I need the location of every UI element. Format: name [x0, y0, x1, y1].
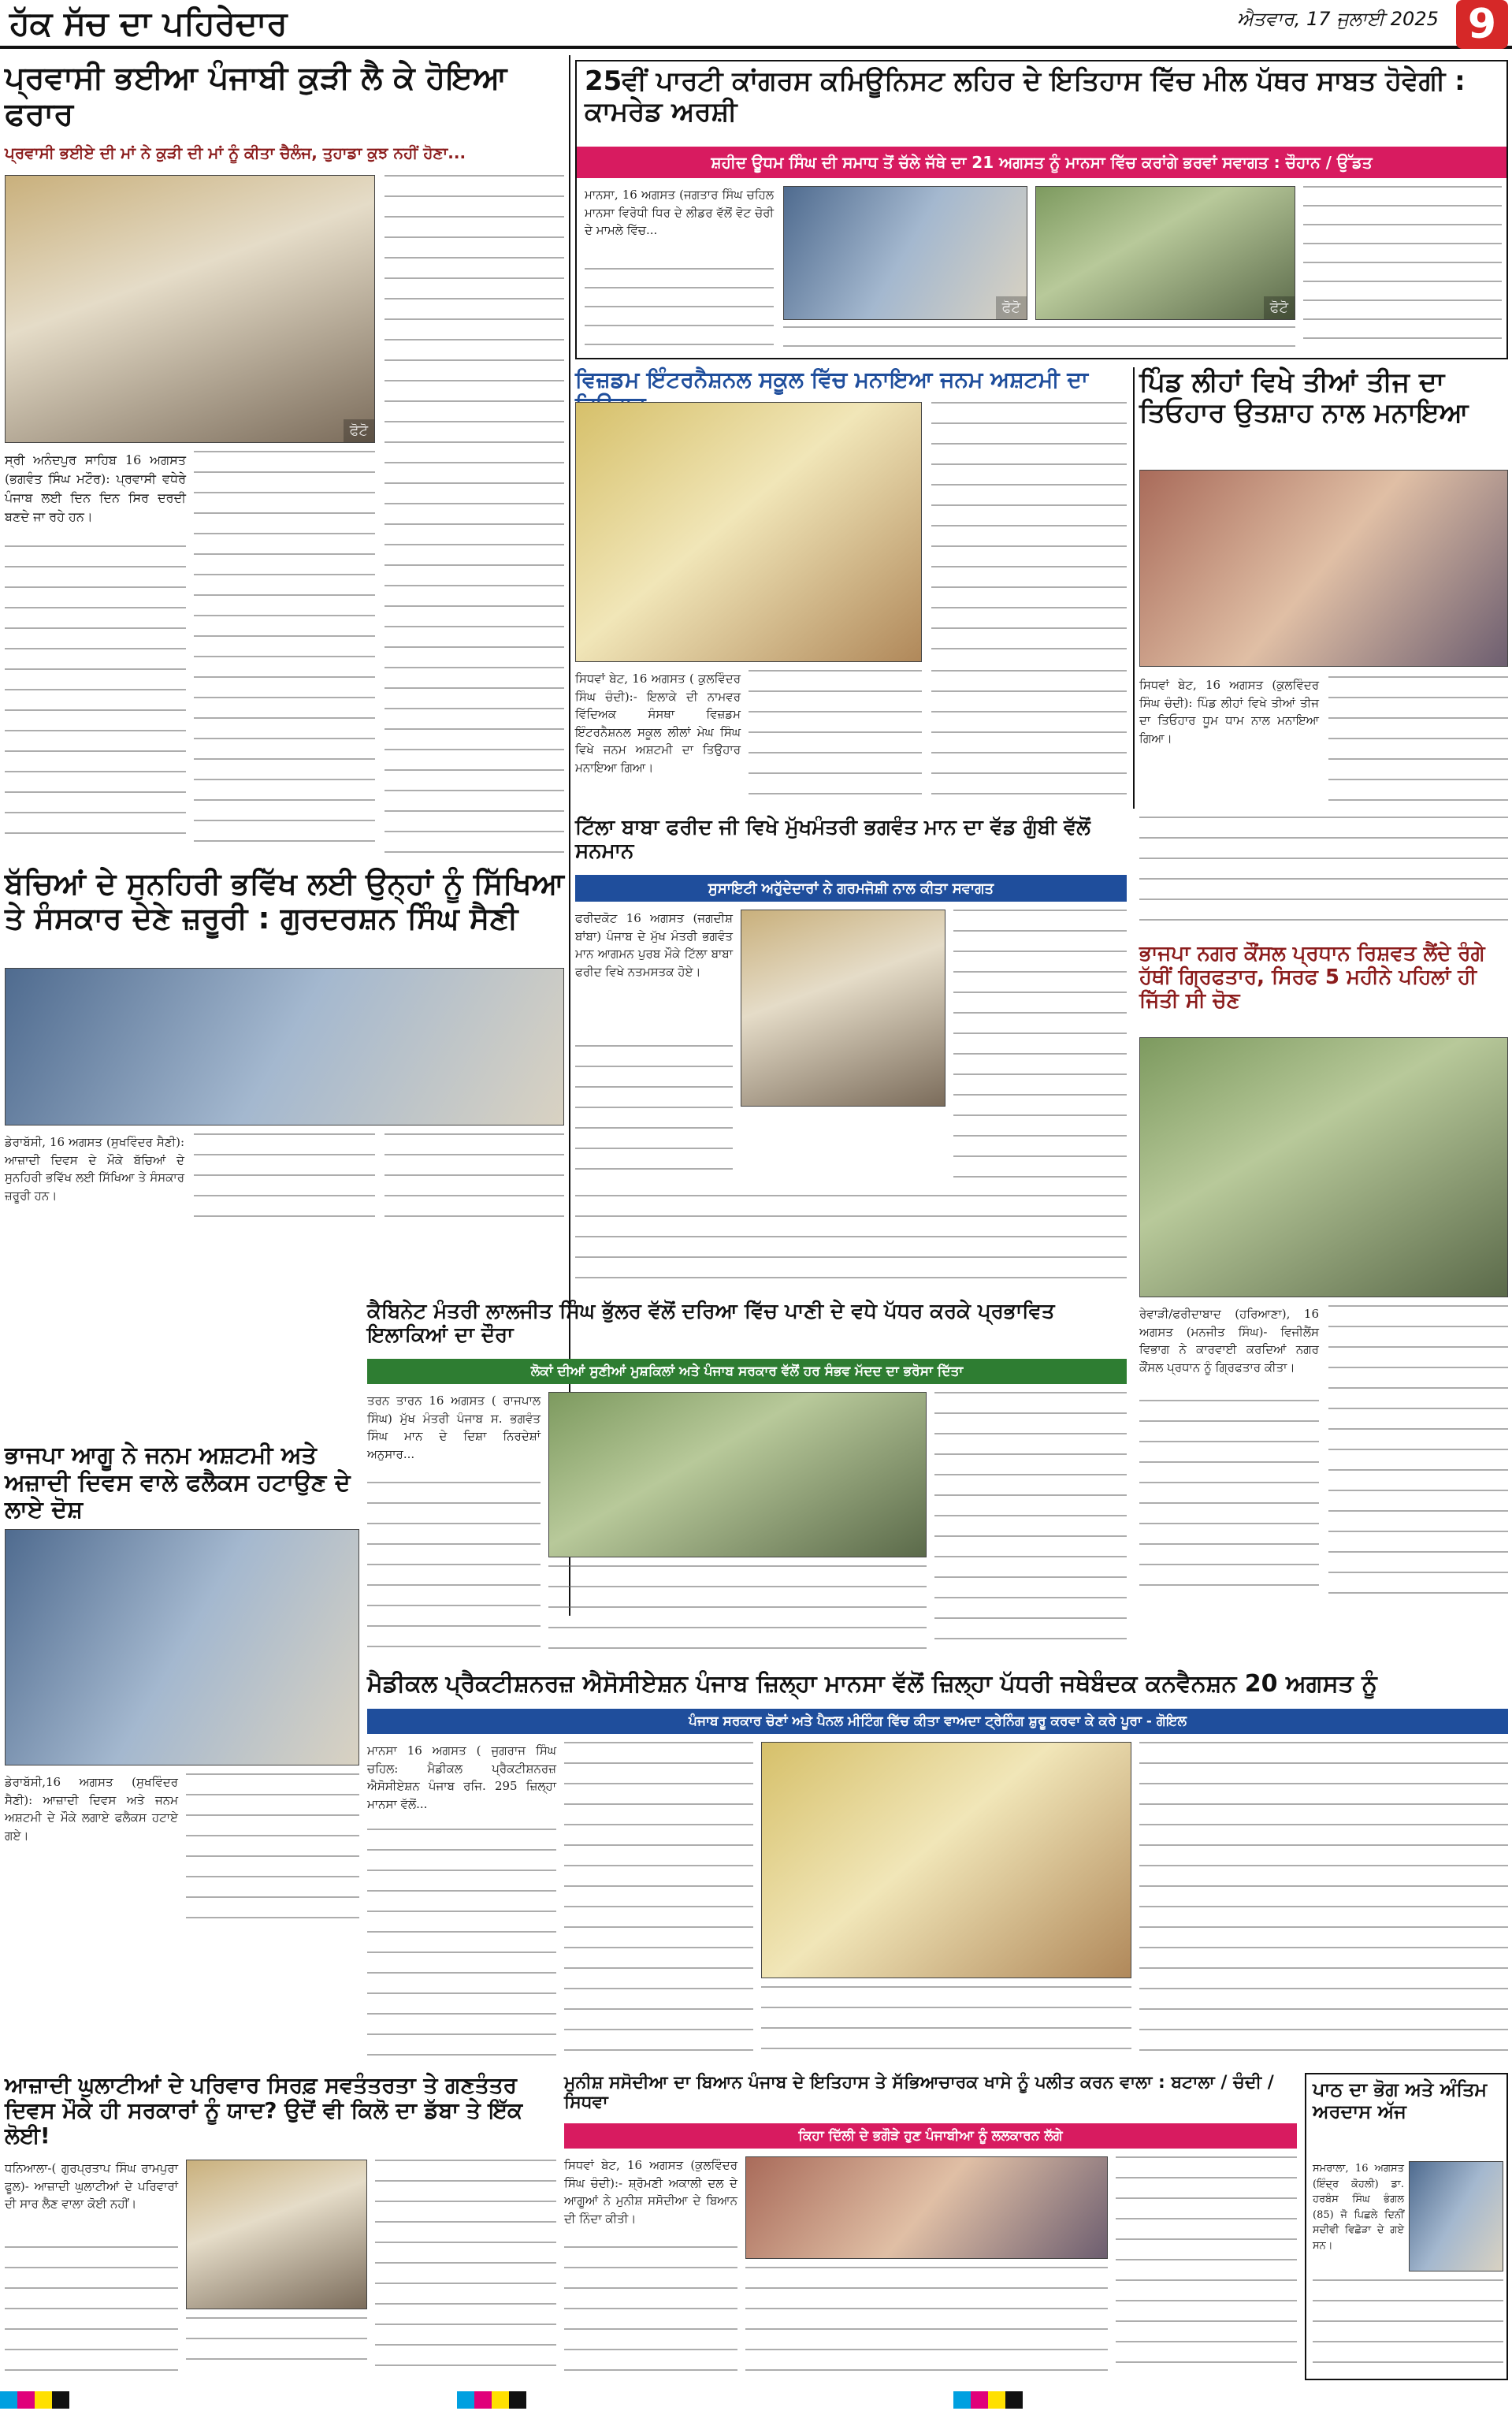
photo-caption: ਫੋਟੋ	[344, 419, 374, 442]
text-col-bjp-arrest-2	[1328, 1305, 1508, 1605]
dateline-bjp-flex: ਡੇਰਾਬੱਸੀ,16 ਅਗਸਤ (ਸੁਖਵਿੰਦਰ ਸੈਣੀ): ਆਜ਼ਾਦੀ ਦਿਵਸ ਅਤੇ ਜਨਮ ਅਸ਼ਟਮੀ ਦੇ ਮੌਕੇ ਲਗਾਏ ਫਲੈਕਸ ਹਟਾਏ ਗਏ।	[5, 1775, 178, 1843]
article-cabinet	[367, 1300, 1127, 1663]
headline-wisdom[interactable]: ਵਿਜ਼ਡਮ ਇੰਟਰਨੈਸ਼ਨਲ ਸਕੂਲ ਵਿੱਚ ਮਨਾਇਆ ਜਨਮ ਅਸ਼ਟਮੀ ਦਾ	[575, 366, 1088, 393]
strip-cabinet: ਲੋਕਾਂ ਦੀਆਂ ਸੁਣੀਆਂ ਮੁਸ਼ਕਿਲਾਂ ਅਤੇ ਪੰਜਾਬ ਸਰਕਾਰ ਵੱਲੋਂ ਹਰ ਸੰਭਵ ਮੱਦਦ ਦਾ ਭਰੋਸਾ ਦਿੱਤਾ	[367, 1359, 1127, 1384]
text-col-freedom-3	[375, 2160, 556, 2372]
text-col-bjp-arrest-1	[1139, 1400, 1319, 1605]
masthead	[0, 0, 1512, 49]
article-teej	[1139, 367, 1508, 809]
photo-cpi-2	[1035, 186, 1295, 320]
article-munish	[564, 2073, 1297, 2380]
text-col-cpi-1	[585, 268, 774, 355]
headline-bjp-arrest[interactable]: ਭਾਜਪਾ ਨਗਰ ਕੌਂਸਲ ਪ੍ਰਧਾਨ ਰਿਸ਼ਵਤ ਲੈਂਦੇ ਰੰਗੇ ਹੱਥੀਂ ਗ੍ਰਿਫਤਾਰ, ਸਿਰਫ 5 ਮਹੀਨੇ ਪਹਿਲਾਂ ਹੀ ਜਿੱਤੀ ਸੀ ਚੋਣ	[1139, 942, 1485, 1013]
photo-tilla	[741, 910, 945, 1107]
article-paath	[1305, 2073, 1508, 2380]
photo-children	[5, 968, 564, 1126]
text-col-freedom-2	[186, 2317, 367, 2372]
text-col-nri-3	[385, 175, 564, 853]
text-col-nri-2	[194, 451, 375, 853]
photo-caption: ਫੋਟੋ	[1264, 296, 1295, 319]
article-bjp-flex	[5, 1442, 359, 1931]
text-col-bjp-flex-2	[186, 1773, 359, 1923]
registration-marks-center	[457, 2391, 526, 2409]
text-col-children-3	[385, 1133, 564, 1236]
photo-caption: ਫੋਟੋ	[996, 296, 1027, 319]
dateline-munish: ਸਿਧਵਾਂ ਬੇਟ, 16 ਅਗਸਤ (ਕੁਲਵਿੰਦਰ ਸਿੰਘ ਚੰਦੀ):- ਸ਼੍ਰੋਮਣੀ ਅਕਾਲੀ ਦਲ ਦੇ ਆਗੂਆਂ ਨੇ ਮੁਨੀਸ਼ ਸਸੋਦੀਆ ਦੇ ਬਿਆਨ ਦੀ ਨਿੰਦਾ ਕੀਤੀ।	[564, 2158, 737, 2226]
dateline-medical: ਮਾਨਸਾ 16 ਅਗਸਤ ( ਜੁਗਰਾਜ ਸਿੰਘ ਚਹਿਲ: ਮੈਡੀਕਲ ਪ੍ਰੈਕਟੀਸ਼ਨਰਜ਼ ਐਸੋਸੀਏਸ਼ਨ ਪੰਜਾਬ ਰਜਿ. 295 ਜ਼ਿਲ੍ਹਾ ਮਾਨਸਾ ਵੱਲੋਂ...	[367, 1743, 556, 1811]
text-col-wisdom-right	[931, 402, 1127, 662]
dateline-teej: ਸਿਧਵਾਂ ਬੇਟ, 16 ਅਗਸਤ (ਕੁਲਵਿੰਦਰ ਸਿੰਘ ਚੰਦੀ): ਪਿੰਡ ਲੀਹਾਂ ਵਿਖੇ ਤੀਆਂ ਤੀਜ ਦਾ ਤਿਓਹਾਰ ਧੂਮ ਧਾਮ ਨਾਲ ਮਨਾਇਆ ਗਿਆ।	[1139, 678, 1319, 746]
headline-freedom[interactable]: ਆਜ਼ਾਦੀ ਘੁਲਾਟੀਆਂ ਦੇ ਪਰਿਵਾਰ ਸਿਰਫ਼ ਸਵਤੰਤਰਤਾ ਤੇ ਗਣਤੰਤਰ ਦਿਵਸ ਮੌਕੇ ਹੀ ਸਰਕਾਰਾਂ ਨੂੰ ਯਾਦ? ਉਦੋਂ ਵੀ ਕਿਲੋ ਦਾ ਡੱਬਾ ਤੇ ਇੱਕ ਲੋਈ!	[5, 2072, 523, 2149]
text-col-wisdom-2	[749, 670, 922, 804]
article-freedom	[5, 2073, 556, 2380]
registration-marks-left	[0, 2391, 69, 2409]
text-col-cpi-2	[783, 326, 1295, 356]
headline-cpi[interactable]: 25ਵੀਂ ਪਾਰਟੀ ਕਾਂਗਰਸ ਕਮਿਊਨਿਸਟ ਲਹਿਰ ਦੇ ਇਤਿਹਾਸ ਵਿੱਚ ਮੀਲ ਪੱਥਰ ਸਾਬਤ ਹੋਵੇਗੀ : ਕਾਮਰੇਡ ਅਰਸ਼ੀ	[585, 65, 1466, 128]
masthead-date: ਐਤਵਾਰ, 17 ਜੁਲਾਈ 2025	[1237, 8, 1439, 30]
photo-bjp-flex	[5, 1529, 359, 1765]
text-col-tilla-3	[575, 1195, 1127, 1282]
text-col-tilla-2	[953, 910, 1127, 1185]
headline-cabinet[interactable]: ਕੈਬਿਨੇਟ ਮੰਤਰੀ ਲਾਲਜੀਤ ਸਿੰਘ ਭੁੱਲਰ ਵੱਲੋਂ ਦਰਿਆ ਵਿੱਚ ਪਾਣੀ ਦੇ ਵਧੇ ਪੱਧਰ ਕਰਕੇ ਪ੍ਰਭਾਵਿਤ ਇਲਾਕਿਆਂ ਦਾ ਦੌਰਾ	[367, 1300, 1055, 1347]
text-col-teej-2	[1328, 676, 1508, 802]
photo-cpi-1	[783, 186, 1027, 320]
photo-bjp-arrest	[1139, 1037, 1508, 1297]
registration-marks-right	[953, 2391, 1023, 2409]
strip-tilla: ਸੁਸਾਇਟੀ ਅਹੁੱਦੇਦਾਰਾਂ ਨੇ ਗਰਮਜੋਸ਼ੀ ਨਾਲ ਕੀਤਾ ਸਵਾਗਤ	[575, 875, 1127, 902]
dateline-cpi: ਮਾਨਸਾ, 16 ਅਗਸਤ (ਜਗਤਾਰ ਸਿੰਘ ਚਹਿਲ ਮਾਨਸਾ ਵਿਰੋਧੀ ਧਿਰ ਦੇ ਲੀਡਰ ਵੱਲੋਂ ਵੋਟ ਚੋਰੀ ਦੇ ਮਾਮਲੇ ਵਿੱਚ...	[585, 188, 774, 237]
headline-bjp-flex[interactable]: ਭਾਜਪਾ ਆਗੂ ਨੇ ਜਨਮ ਅਸ਼ਟਮੀ ਅਤੇ ਅਜ਼ਾਦੀ ਦਿਵਸ ਵਾਲੇ ਫਲੈਕਸ ਹਟਾਉਣ ਦੇ ਲਾਏ ਦੋਸ਼	[5, 1442, 351, 1524]
headline-children[interactable]: ਬੱਚਿਆਂ ਦੇ ਸੁਨਹਿਰੀ ਭਵਿੱਖ ਲਈ ਉਨ੍ਹਾਂ ਨੂੰ ਸਿੱਖਿਆ ਤੇ ਸੰਸਕਾਰ ਦੇਣੇ ਜ਼ਰੂਰੀ : ਗੁਰਦਰਸ਼ਨ ਸਿੰਘ ਸੈਣੀ	[5, 866, 564, 936]
dateline-paath: ਸਮਰਾਲਾ, 16 ਅਗਸਤ (ਇੰਦ੍ਰ ਕੋਹਲੀ) ਡਾ. ਹਰਬੰਸ ਸਿੰਘ ਭੰਗਲ (85) ਜੋ ਪਿਛਲੇ ਦਿਨੀਂ ਸਦੀਵੀ ਵਿਛੋੜਾ ਦੇ ਗਏ ਸਨ।	[1313, 2163, 1404, 2252]
text-col-wisdom-3	[931, 670, 1127, 804]
headline-medical[interactable]: ਮੈਡੀਕਲ ਪ੍ਰੈਕਟੀਸ਼ਨਰਜ਼ ਐਸੋਸੀਏਸ਼ਨ ਪੰਜਾਬ ਜ਼ਿਲ੍ਹਾ ਮਾਨਸਾ ਵੱਲੋਂ ਜ਼ਿਲ੍ਹਾ ਪੱਧਰੀ ਜਥੇਬੰਦਕ ਕਨਵੈਨਸ਼ਨ 20 ਅਗਸਤ ਨੂੰ	[367, 1670, 1377, 1698]
strip-medical: ਪੰਜਾਬ ਸਰਕਾਰ ਚੋਣਾਂ ਅਤੇ ਪੈਨਲ ਮੀਟਿੰਗ ਵਿੱਚ ਕੀਤਾ ਵਾਅਦਾ ਟ੍ਰੇਨਿੰਗ ਸ਼ੁਰੂ ਕਰਵਾ ਕੇ ਕਰੇ ਪੂਰਾ - ਗੋਇਲ	[367, 1709, 1508, 1734]
dateline-tilla: ਫਰੀਦਕੋਟ 16 ਅਗਸਤ (ਜਗਦੀਸ਼ ਬਾਂਬਾ) ਪੰਜਾਬ ਦੇ ਮੁੱਖ ਮੰਤਰੀ ਭਗਵੰਤ ਮਾਨ ਆਗਮਨ ਪੁਰਬ ਮੌਕੇ ਟਿੱਲਾ ਬਾਬਾ ਫਰੀਦ ਵਿਖੇ ਨਤਮਸਤਕ ਹੋਏ।	[575, 911, 733, 979]
masthead-title: ਹੱਕ ਸੱਚ ਦਾ ਪਹਿਰੇਦਾਰ	[9, 4, 288, 43]
headline-teej[interactable]: ਪਿੰਡ ਲੀਹਾਂ ਵਿਖੇ ਤੀਆਂ ਤੀਜ ਦਾ ਤਿਓਹਾਰ ਉਤਸ਼ਾਹ ਨਾਲ ਮਨਾਇਆ	[1139, 366, 1469, 430]
headline-munish[interactable]: ਮੁਨੀਸ਼ ਸਸੋਦੀਆ ਦਾ ਬਿਆਨ ਪੰਜਾਬ ਦੇ ਇਤਿਹਾਸ ਤੇ ਸੱਭਿਆਚਾਰਕ ਖਾਸੇ ਨੂੰ ਪਲੀਤ ਕਰਨ ਵਾਲਾ : ਬਟਾਲਾ / ਚੰਦੀ / ਸਿਧਵਾ	[564, 2073, 1274, 2113]
subhead-nri: ਪ੍ਰਵਾਸੀ ਭਈਏ ਦੀ ਮਾਂ ਨੇ ਕੁੜੀ ਦੀ ਮਾਂ ਨੂੰ ਕੀਤਾ ਚੈਲੰਜ, ਤੁਹਾਡਾ ਕੁਝ ਨਹੀਂ ਹੋਣਾ...	[5, 143, 466, 162]
text-col-nri-1	[5, 545, 186, 853]
article-tilla	[575, 817, 1127, 1289]
divider	[1133, 367, 1135, 809]
strip-munish: ਕਿਹਾ ਦਿੱਲੀ ਦੇ ਭਗੌੜੇ ਹੁਣ ਪੰਜਾਬੀਆ ਨੂੰ ਲਲਕਾਰਨ ਲੱਗੇ	[564, 2123, 1297, 2149]
article-bjp-arrest	[1139, 817, 1508, 1613]
headline-paath[interactable]: ਪਾਠ ਦਾ ਭੋਗ ਅਤੇ ਅੰਤਿਮ ਅਰਦਾਸ ਅੱਜ	[1313, 2078, 1488, 2123]
photo-cabinet	[548, 1392, 927, 1557]
text-col-children-2	[194, 1133, 375, 1236]
photo-medical	[761, 1742, 1131, 1978]
strip-cpi: ਸ਼ਹੀਦ ਊਧਮ ਸਿੰਘ ਦੀ ਸਮਾਧ ਤੋਂ ਚੱਲੇ ਜੱਥੇ ਦਾ 21 ਅਗਸਤ ਨੂੰ ਮਾਨਸਾ ਵਿੱਚ ਕਰਾਂਗੇ ਭਰਵਾਂ ਸਵਾਗਤ : ਚੌਹਾਨ / ਉੱਡਤ	[577, 147, 1506, 178]
dateline-children: ਡੇਰਾਬੱਸੀ, 16 ਅਗਸਤ (ਸੁਖਵਿੰਦਰ ਸੈਣੀ): ਆਜ਼ਾਦੀ ਦਿਵਸ ਦੇ ਮੌਕੇ ਬੱਚਿਆਂ ਦੇ ਸੁਨਹਿਰੀ ਭਵਿੱਖ ਲਈ ਸਿੱਖਿਆ ਤੇ ਸੰਸਕਾਰ ਜ਼ਰੂਰੀ ਹਨ।	[5, 1135, 184, 1203]
text-col-teej-3	[1139, 817, 1508, 935]
text-col-cpi-3	[1303, 186, 1502, 355]
photo-munish	[745, 2156, 1108, 2259]
text-col-munish-2	[745, 2267, 1108, 2372]
dateline-wisdom: ਸਿਧਵਾਂ ਬੇਟ, 16 ਅਗਸਤ ( ਕੁਲਵਿੰਦਰ ਸਿੰਘ ਚੰਦੀ):- ਇਲਾਕੇ ਦੀ ਨਾਮਵਰ ਵਿੱਦਿਅਕ ਸੰਸਥਾ ਵਿਜ਼ਡਮ ਇੰਟਰਨੈਸ਼ਨਲ ਸਕੂਲ ਲੀਲਾਂ ਮੇਘ ਸਿੰਘ ਵਿਖੇ ਜਨਮ ਅਸ਼ਟਮੀ ਦਾ ਤਿਉਹਾਰ ਮਨਾਇਆ ਗਿਆ।	[575, 672, 741, 775]
photo-nri	[5, 175, 375, 443]
photo-wisdom	[575, 402, 922, 662]
text-col-tilla-1	[575, 1045, 733, 1187]
photo-teej	[1139, 470, 1508, 667]
headline-tilla[interactable]: ਟਿੱਲਾ ਬਾਬਾ ਫਰੀਦ ਜੀ ਵਿਖੇ ਮੁੱਖਮੰਤਰੀ ਭਗਵੰਤ ਮਾਨ ਦਾ ਵੱਡ ਗੁੰਬੀ ਵੱਲੋਂ ਸਨਮਾਨ	[575, 816, 1090, 863]
dateline-cabinet: ਤਰਨ ਤਾਰਨ 16 ਅਗਸਤ ( ਰਾਜਪਾਲ ਸਿੰਘ) ਮੁੱਖ ਮੰਤਰੀ ਪੰਜਾਬ ਸ. ਭਗਵੰਤ ਸਿੰਘ ਮਾਨ ਦੇ ਦਿਸ਼ਾ ਨਿਰਦੇਸ਼ਾਂ ਅਨੁਸਾਰ...	[367, 1393, 541, 1461]
dateline-nri: ਸ੍ਰੀ ਅਨੰਦਪੁਰ ਸਾਹਿਬ 16 ਅਗਸਤ (ਭਗਵੰਤ ਸਿੰਘ ਮਟੌਰ): ਪ੍ਰਵਾਸੀ ਵਧੇਰੇ ਪੰਜਾਬ ਲਈ ਦਿਨ ਦਿਨ ਸਿਰ ਦਰਦੀ ਬਣਦੇ ਜਾ ਰਹੇ ਹਨ।	[5, 452, 186, 524]
text-col-paath	[1313, 2279, 1503, 2374]
photo-paath	[1409, 2161, 1503, 2271]
dateline-bjp-arrest: ਰੇਵਾੜੀ/ਫਰੀਦਾਬਾਦ (ਹਰਿਆਣਾ), 16 ਅਗਸਤ (ਮਨਜੀਤ ਸਿੰਘ)- ਵਿਜੀਲੈਂਸ ਵਿਭਾਗ ਨੇ ਕਾਰਵਾਈ ਕਰਦਿਆਂ ਨਗਰ ਕੌਂਸਲ ਪ੍ਰਧਾਨ ਨੂੰ ਗ੍ਰਿਫਤਾਰ ਕੀਤਾ।	[1139, 1307, 1319, 1375]
text-col-medical-4	[1139, 1742, 1508, 2057]
article-nri	[5, 57, 564, 861]
article-medical	[367, 1671, 1508, 2065]
photo-freedom	[186, 2160, 367, 2309]
text-col-freedom-1	[5, 2246, 178, 2372]
text-col-medical-3	[761, 1986, 1131, 2057]
text-col-cabinet-3	[934, 1392, 1127, 1655]
article-cpi	[575, 60, 1508, 359]
article-wisdom	[575, 367, 1127, 809]
dateline-freedom: ਧਨਿਆਲਾ-( ਗੁਰਪ੍ਰਤਾਪ ਸਿੰਘ ਰਾਮਪੁਰਾ ਫੂਲ)- ਆਜ਼ਾਦੀ ਘੁਲਾਟੀਆਂ ਦੇ ਪਰਿਵਾਰਾਂ ਦੀ ਸਾਰ ਲੈਣ ਵਾਲਾ ਕੋਈ ਨਹੀਂ।	[5, 2161, 178, 2211]
page-number: 9	[1456, 0, 1508, 49]
headline-nri[interactable]: ਪ੍ਰਵਾਸੀ ਭਈਆ ਪੰਜਾਬੀ ਕੁੜੀ ਲੈ ਕੇ ਹੋਇਆ ਫਰਾਰ	[5, 60, 507, 132]
text-col-munish-1	[564, 2246, 737, 2372]
text-col-medical-1	[367, 1829, 556, 2057]
text-col-cabinet-1	[367, 1482, 541, 1655]
text-col-medical-2	[564, 1742, 753, 2057]
text-col-cabinet-2	[548, 1565, 927, 1655]
text-col-munish-3	[1116, 2156, 1297, 2372]
